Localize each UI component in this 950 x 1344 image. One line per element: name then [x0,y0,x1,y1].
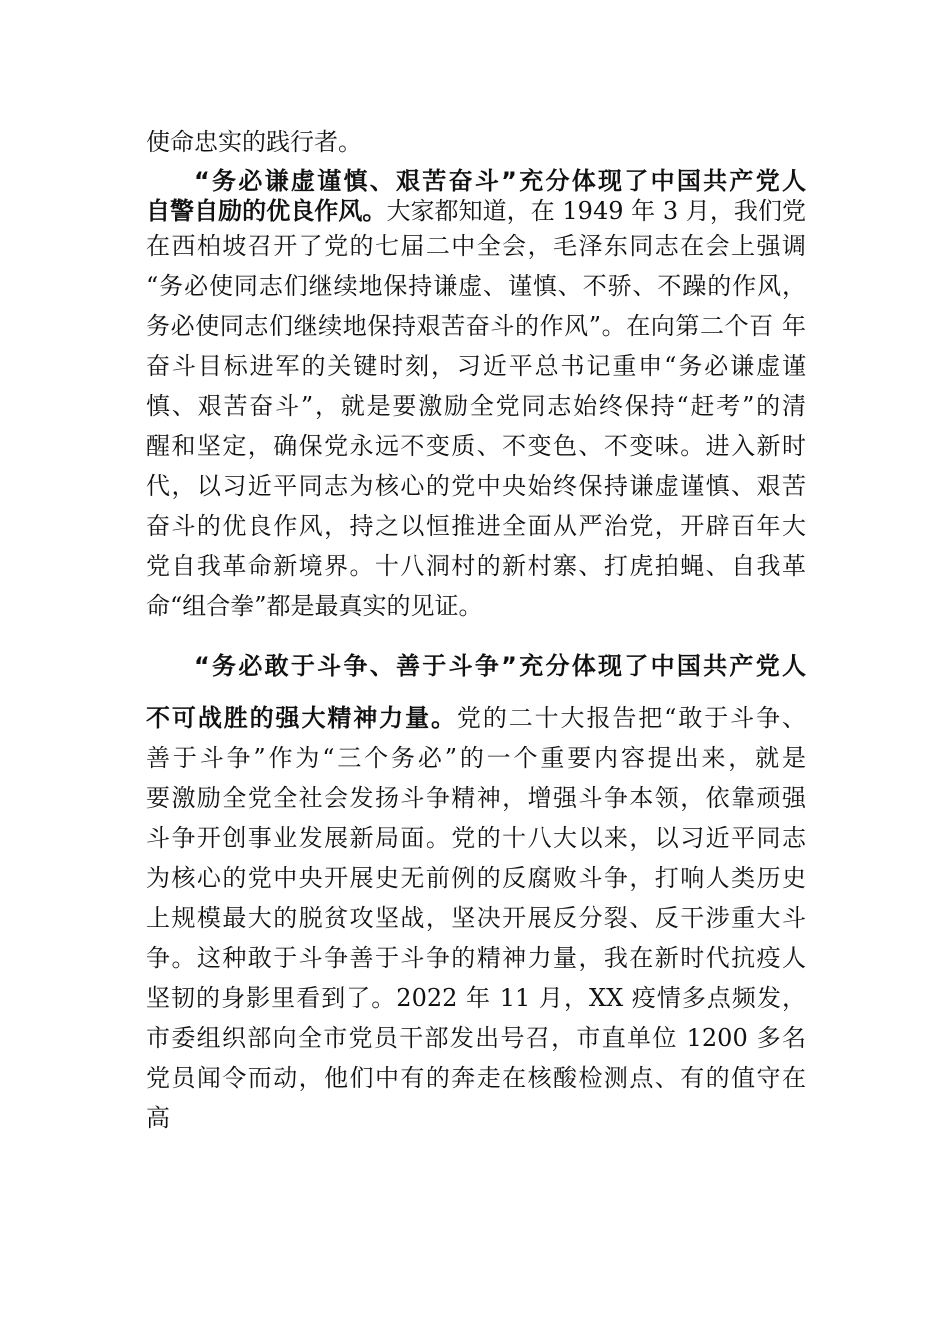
text-line: 党自我革命新境界。十八洞村的新村寨、打虎拍蝇、自我革 [146,552,806,580]
text-line: 为核心的党中央开展史无前例的反腐败斗争，打响人类历史 [146,864,806,892]
text-segment: 大家都知道，在 1949 年 3 月，我们党 [386,197,806,225]
text-line: 奋斗目标进军的关键时刻，习近平总书记重申“务必谦虚谨 [146,352,806,380]
text-line: 市委组织部向全市党员干部发出号召，市直单位 1200 多名 [146,1024,806,1052]
text-line: 善于斗争”作为“三个务必”的一个重要内容提出来，就是 [146,744,806,772]
paragraph-gap [146,626,806,646]
text-line [146,196,806,226]
text-line: 命“组合拳”都是最真实的见证。 [146,592,483,620]
section-heading-continued: 自警自励的优良作风。 [146,197,387,225]
text-segment: 党的二十大报告把“敢于斗争、 [456,704,806,732]
text-line: 党员闻令而动，他们中有的奔走在核酸检测点、有的值守在 [146,1064,806,1092]
text-line: 慎、艰苦奋斗”，就是要激励全党同志始终保持“赶考”的清 [146,392,806,420]
paragraph-gap [146,686,806,698]
section-heading: “务必谦虚谨慎、艰苦奋斗”充分体现了中国共产党人 [194,167,806,195]
text-line: 代，以习近平同志为核心的党中央始终保持谦虚谨慎、艰苦 [146,472,806,500]
text-line: 争。这种敢于斗争善于斗争的精神力量，我在新时代抗疫人 [146,944,806,972]
text-line: 务必使同志们继续地保持艰苦奋斗的作风”。在向第二个百 年 [146,312,806,340]
text-line: “务必使同志们继续地保持谦虚、谨慎、不骄、不躁的作风， [146,272,806,300]
text-line: 在西柏坡召开了党的七届二中全会，毛泽东同志在会上强调 [146,232,806,260]
text-line: 醒和坚定，确保党永远不变质、不变色、不变味。进入新时 [146,432,806,460]
text-line: 使命忠实的践行者。 [146,128,362,156]
text-line: 上规模最大的脱贫攻坚战，坚决开展反分裂、反干涉重大斗 [146,904,806,932]
text-line: 奋斗的优良作风，持之以恒推进全面从严治党，开辟百年大 [146,512,806,540]
section-heading-continued: 不可战胜的强大精神力量。 [146,704,457,732]
text-line: 高 [146,1104,170,1132]
text-line: 斗争开创事业发展新局面。党的十八大以来，以习近平同志 [146,824,806,852]
text-line [146,698,806,738]
text-line: 坚韧的身影里看到了。2022 年 11 月，XX 疫情多点频发， [146,984,806,1012]
body-text [146,122,806,1138]
text-line: 要激励全党全社会发扬斗争精神，增强斗争本领，依靠顽强 [146,784,806,812]
section-heading: “务必敢于斗争、善于斗争”充分体现了中国共产党人 [194,652,806,680]
